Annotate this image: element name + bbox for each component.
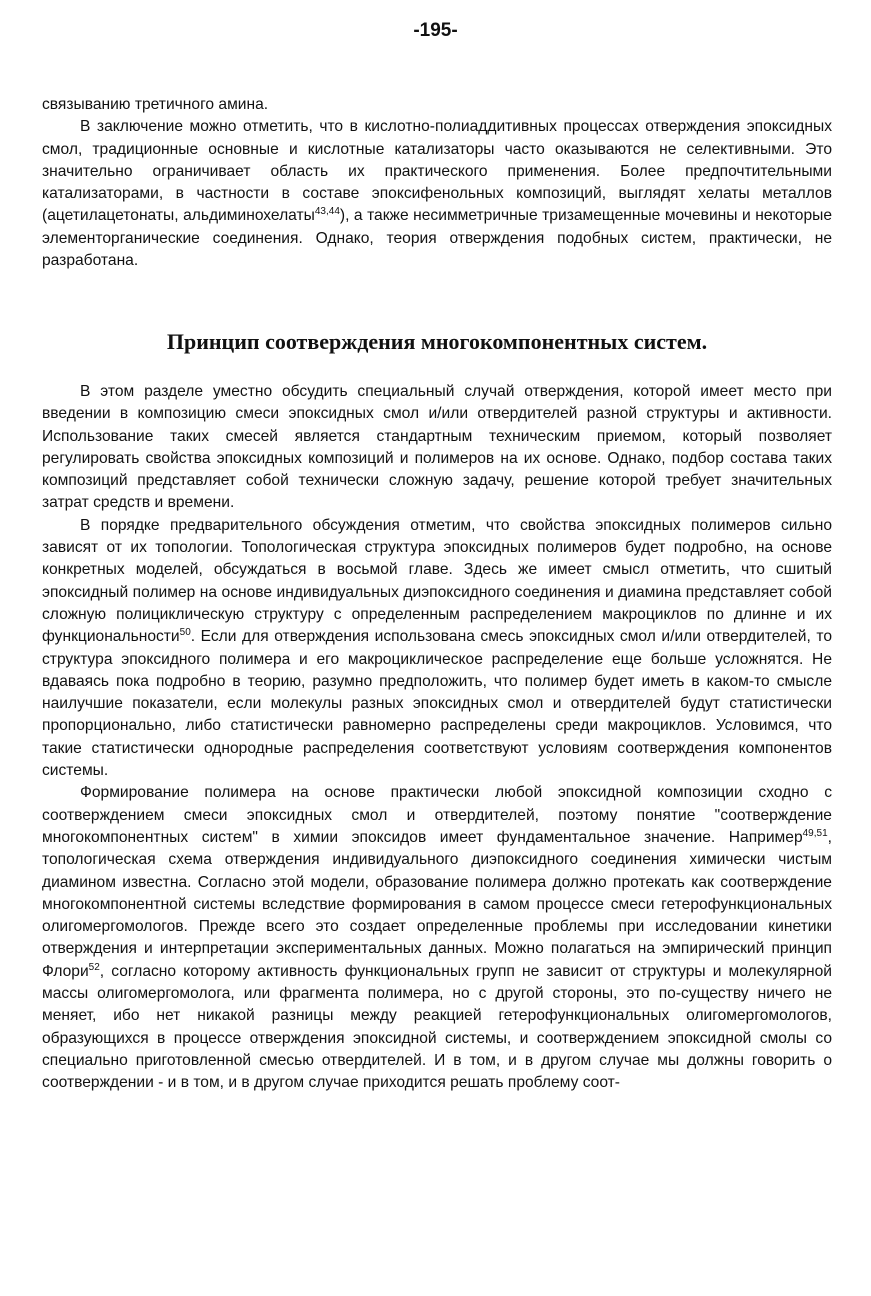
paragraph-conclusion xyxy=(42,116,832,272)
paragraph-text: В заключение можно отметить, что в кислотно-полиаддитивных процессах отверждения эпоксидных смол, традиционные основные и кислотные катализаторы часто оказываются не селективными. Это значительно ограничивает область их практического применения. Более предпочтительными катализаторами, в частности в составе эпоксифенольных композиций, выглядят хелаты металлов (ацетилацетонаты, альдиминохелаты xyxy=(42,118,832,225)
paragraph-text: В порядке предварительного обсуждения отметим, что свойства эпоксидных полимеров сильно зависят от их топологии. Топологическая структура эпоксидных полимеров будет подробно, на основе конкретных моделей, обсуждаться в восьмой главе. Здесь же имеет смысл отметить, что сшитый эпоксидный полимер на основе индивидуальных диэпоксидного соединения и диамина представляет собой сложную полициклическую структуру с определенным распределением макроциклов по длинне и их функциональности xyxy=(42,516,832,646)
paragraph-text: Формирование полимера на основе практически любой эпоксидной композиции сходно с соотверждением смеси эпоксидных смол и отвердителей, поэтому понятие "соотверждение многокомпонентных систем" в химии эпоксидов имеет фундаментальное значение. Например xyxy=(42,784,832,846)
citation-ref: 50 xyxy=(179,627,191,639)
page-number: -195- xyxy=(413,20,458,41)
paragraph-polymer-formation xyxy=(42,782,832,1094)
citation-ref: 49,51 xyxy=(802,827,828,839)
paragraph-text: . Если для отверждения использована смесь эпоксидных смол и/или отвердителей, то структура эпоксидного полимера и его макроциклическое распределение еще больше усложнятся. Не вдаваясь пока подробно в теорию, разумно предположить, что полимер будет иметь в каком-то смысле наилучшие показатели, если молекулы разных эпоксидных смол и отвердителей будут статистически пропорционально, либо статистически равномерно распределены среди макроциклов. Условимся, что такие статистически однородные распределения соответствуют условиям соотверждения компонентов системы. xyxy=(42,628,832,780)
paragraph-text: ), а также несимметричные тризамещенные мочевины и некоторые элементорганические соединения. Однако, теория отверждения подобных систем, практически, не разработана. xyxy=(42,207,832,270)
text-section-intro xyxy=(42,94,832,272)
citation-ref: 43,44 xyxy=(314,206,340,218)
paragraph-section-intro: В этом разделе уместно обсудить специальный случай отверждения, которой имеет место при введении в композицию смеси эпоксидных смол и/или отвердителей разной структуры и активности. Использование таких смесей является стандартным техническим приемом, который позволяет регулировать свойства эпоксидных композиций и полимеров на их основе. Однако, подбор состава таких композиций представляет собой технически сложную задачу, решение которой требует значительных затрат средств и времени. xyxy=(42,383,832,512)
citation-ref: 52 xyxy=(88,961,100,973)
paragraph-text: , согласно которому активность функциональных групп не зависит от структуры и молекулярной массы олигомергомолога, или фрагмента полимера, но с другой стороны, это по-существу ничего не меняет, ибо нет никакой разницы между реакцией гетерофункциональных олигомергомологов, образующихся в процессе отверждения эпоксидной системы, и соотверждением эпоксидной смолы со специально приготовленной смесью отвердителей. И в том, и в другом случае мы должны говорить о соотверждении - и в том, и в другом случае приходится решать проблему соот- xyxy=(42,962,832,1092)
section-heading: Принцип соотверждения многокомпонентных систем. xyxy=(166,329,708,354)
text-section-main xyxy=(42,381,832,1095)
paragraph-topology xyxy=(42,515,832,783)
paragraph-continued: связыванию третичного амина. xyxy=(42,96,269,113)
paragraph-text: , топологическая схема отверждения индивидуального диэпоксидного соединения химически чистым диамином известна. Согласно этой модели, образование полимера должно протекать как соотверждение многокомпонентной системы вследствие формирования в самом процессе смеси гетерофункциональных олигомергомологов. Прежде всего это создает определенные проблемы при исследовании кинетики отверждения и интерпретации экспериментальных данных. Можно полагаться на эмпирический принцип Флори xyxy=(42,828,832,980)
